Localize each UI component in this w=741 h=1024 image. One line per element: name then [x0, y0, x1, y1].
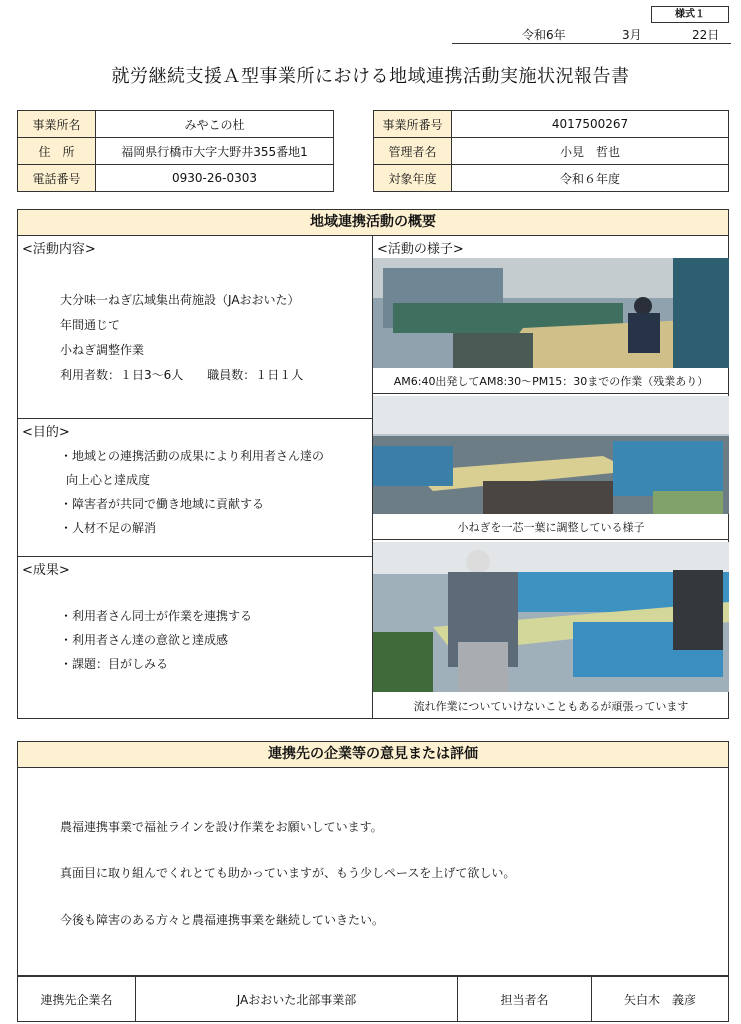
facility-number-value: 4017500267 [452, 111, 729, 138]
info-row [18, 111, 334, 138]
opinion-line: 農福連携事業で福祉ラインを設け作業をお願いしています。 [60, 820, 383, 834]
target-year-label: 対象年度 [374, 165, 452, 192]
results-line: ・利用者さん達の意欲と達成感 [60, 633, 229, 647]
activity-overview-section [17, 209, 729, 719]
row-divider [373, 393, 729, 394]
address-value: 福岡県行橋市大字大野井355番地1 [96, 138, 334, 165]
purpose-cell [18, 419, 372, 556]
photo-heading: <活動の様子> [377, 242, 464, 257]
phone-label: 電話番号 [18, 165, 96, 192]
date-day: 22日 [692, 28, 720, 42]
factory-line-photo [373, 258, 729, 368]
address-label: 住 所 [18, 138, 96, 165]
partner-opinion-section [17, 741, 729, 976]
manager-name-value: 小見 哲也 [452, 138, 729, 165]
photo-caption-3: 流れ作業についていけないこともあるが頑張っています [413, 700, 689, 713]
purpose-line: ・人材不足の解消 [60, 521, 157, 535]
document-title: 就労継続支援Ａ型事業所における地域連携活動実施状況報告書 [111, 66, 630, 87]
results-cell [18, 557, 372, 719]
purpose-line: ・障害者が共同で働き地域に貢献する [60, 497, 265, 511]
facility-number-label: 事業所番号 [374, 111, 452, 138]
contact-row [18, 977, 729, 1022]
activity-line: 年間通じて [60, 318, 121, 332]
activity-content-cell [18, 236, 372, 418]
overview-header: 地域連携活動の概要 [18, 210, 728, 236]
partner-contact-table [17, 976, 729, 1022]
row-divider [373, 539, 729, 540]
purpose-line: 向上心と達成度 [66, 473, 151, 487]
info-row [18, 138, 334, 165]
activity-photo-2 [373, 396, 729, 514]
purpose-heading: <目的> [22, 425, 70, 440]
activity-line: 小ねぎ調整作業 [60, 343, 145, 357]
facility-info-table [17, 110, 334, 192]
date-month: 3月 [622, 28, 642, 42]
target-year-value: 令和６年度 [452, 165, 729, 192]
activity-photo-3 [373, 542, 729, 692]
photo-caption-1: AM6:40出発してAM8:30～PM15：30までの作業（残業あり） [393, 375, 709, 388]
facility-name-label: 事業所名 [18, 111, 96, 138]
partner-company-value: JAおおいた北部事業部 [136, 977, 458, 1022]
date-era-year: 令和6年 [522, 28, 566, 42]
onion-sorting-photo [373, 396, 729, 514]
results-heading: <成果> [22, 563, 70, 578]
activity-photo-1 [373, 258, 729, 368]
opinion-header: 連携先の企業等の意見または評価 [18, 742, 728, 768]
phone-value: 0930-26-0303 [96, 165, 334, 192]
results-line: ・課題：目がしみる [60, 657, 169, 671]
info-row [18, 165, 334, 192]
activity-heading: <活動内容> [22, 242, 96, 257]
opinion-line: 今後も障害のある方々と農福連携事業を継続していきたい。 [60, 913, 385, 927]
activity-line: 利用者数：１日3～6人 職員数：１日１人 [60, 368, 304, 382]
info-row [374, 165, 729, 192]
purpose-line: ・地域との連携活動の成果により利用者さん達の [60, 449, 325, 463]
manager-info-table [373, 110, 729, 192]
photo-column [373, 236, 729, 719]
form-number-label: 様式１ [651, 6, 729, 23]
manager-name-label: 管理者名 [374, 138, 452, 165]
info-row [374, 111, 729, 138]
person-in-charge-value: 矢白木 義彦 [592, 977, 729, 1022]
activity-line: 大分味一ねぎ広域集出荷施設（JAおおいた） [60, 293, 300, 307]
assembly-line-photo [373, 542, 729, 692]
opinion-line: 真面目に取り組んでくれとても助かっていますが、もう少しペースを上げて欲しい。 [60, 866, 516, 880]
info-row [374, 138, 729, 165]
results-line: ・利用者さん同士が作業を連携する [60, 609, 253, 623]
facility-name-value: みやこの杜 [96, 111, 334, 138]
person-in-charge-label: 担当者名 [458, 977, 592, 1022]
partner-company-label: 連携先企業名 [18, 977, 136, 1022]
report-date [452, 24, 731, 44]
photo-caption-2: 小ねぎを一芯一葉に調整している様子 [457, 521, 645, 534]
